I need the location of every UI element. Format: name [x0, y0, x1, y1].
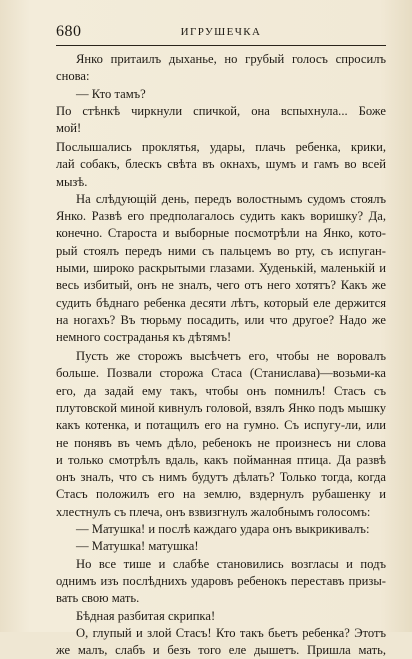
body-text [56, 51, 386, 659]
text-line: какъ котенка, и потащилъ его на гумно. Съ испугу-ли, или [56, 418, 386, 433]
text-line: плутовской миной кивнулъ головой, взялъ Янко подъ мышку [56, 400, 386, 415]
text-line: судить бѣднаго ребенка десяти лѣтъ, который еле держится [56, 295, 386, 310]
text-line: — Матушка! и послѣ каждаго удара онъ выкрикивалъ: [76, 522, 370, 537]
text-line: больше. Позвали сторожа Стаса (Станислава)—возьми-ка [56, 366, 386, 381]
text-line: Но все тише и слабѣе становились возгласы и подъ [76, 556, 386, 571]
text-line: Янко притаилъ дыханье, но грубый голосъ спросилъ [76, 52, 386, 66]
running-title: ИГРУШЕЧКА [180, 26, 262, 38]
text-line: немного состраданья къ дѣтямъ! [56, 330, 232, 345]
text-line: вать свою мать. [56, 591, 140, 606]
text-line: же малъ, слабъ и безъ того еле дышетъ. Пришла мать, [56, 643, 386, 658]
text-line: — Кто тамъ? [76, 86, 146, 101]
text-line: и только смотрѣлъ вдаль, какъ пойманная птица. Да развѣ [56, 452, 386, 467]
text-line: на ногахъ? Въ тюрьму посадить, или что другое? Надо же [56, 312, 386, 327]
header-rule [56, 45, 386, 46]
text-line: О, глупый и злой Стасъ! Кто такъ бьетъ ребенка? Этотъ [76, 625, 386, 640]
text-line: онъ зналъ, что съ нимъ будутъ дѣлать? Только тогда, когда [56, 470, 386, 485]
text-line: конечно. Староста и выборные посмотрѣли на Янко, кото- [56, 226, 386, 241]
text-line: Стасъ положилъ его на землю, вздернулъ рубашенку и [56, 487, 386, 502]
text-line: его, да задай ему такъ, чтобы онъ помнилъ! Стасъ съ [56, 383, 386, 398]
text-line: снова: [56, 69, 90, 84]
text-line: Янко. Развѣ его предполагалось судить какъ воришку? Да, [56, 209, 386, 224]
text-line: Пусть же сторожъ высѣчетъ его, чтобы не воровалъ [76, 349, 386, 364]
text-line: весь избитый, онъ не зналъ, чего отъ него хотятъ? Какъ же [56, 278, 386, 293]
text-line: однимъ изъ послѣднихъ ударовъ ребенокъ переставъ призы- [56, 573, 386, 588]
text-line: Бѣдная разбитая скрипка! [76, 608, 216, 623]
text-line: Послышались проклятья, удары, плачь ребенка, крики, [56, 139, 386, 154]
text-line: рый стоялъ передъ ними съ пальцемъ во рту, съ испуган- [56, 243, 386, 258]
text-line: хлестнулъ съ плеча, онъ взвизгнулъ жалобнымъ голосомъ: [56, 504, 371, 519]
page-header [56, 20, 386, 42]
text-line: лай собакъ, блескъ свѣта въ окнахъ, шумъ и гамъ во всей [56, 157, 386, 172]
text-line: ными, широко раскрытыми глазами. Худенькій, маленькій и [56, 261, 386, 276]
text-line: По стѣнкѣ чиркнули спичкой, она вспыхнула... Боже [56, 103, 386, 118]
page-number: 680 [56, 23, 82, 40]
text-line: мой! [56, 121, 82, 136]
text-line: не понявъ въ чемъ дѣло, ребенокъ не произнесъ ни слова [56, 435, 386, 450]
text-line: мызѣ. [56, 174, 88, 189]
text-line: На слѣдующій день, передъ волостнымъ судомъ стоялъ [76, 191, 386, 206]
text-line: — Матушка! матушка! [76, 539, 199, 554]
